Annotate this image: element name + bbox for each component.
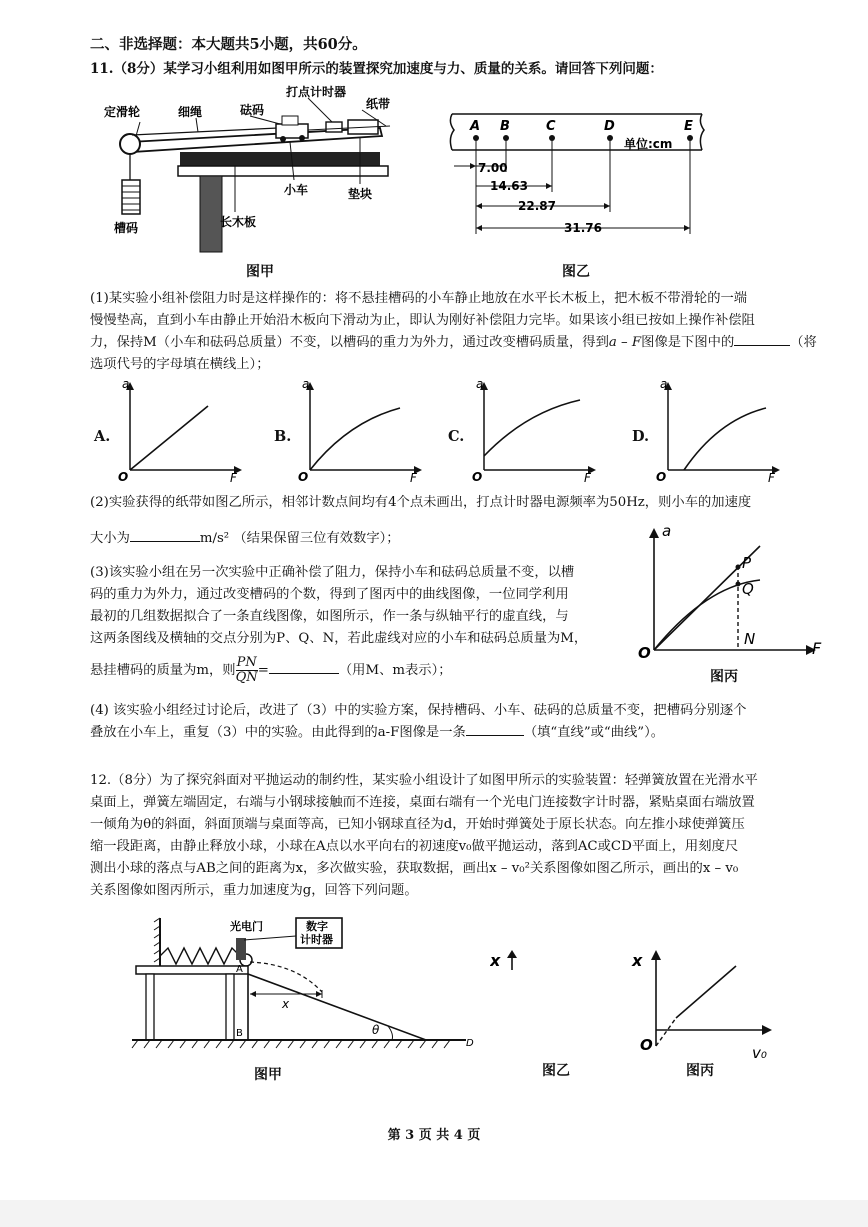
q11-p3-line3: 最初的几组数据拟合了一条直线图像，如图所示，作一条与纵轴平行的虚直线，与 xyxy=(90,609,569,624)
label-rope: 细绳 xyxy=(178,105,203,119)
option-a-axis-f: F xyxy=(230,471,237,482)
q12-figure-bing xyxy=(626,946,786,1062)
q11-p3-line2: 码的重力为外力，通过改变槽码的个数，得到了图丙中的曲线图像，一位同学利用 xyxy=(90,587,569,602)
dim-14-63: 14.63 xyxy=(490,179,528,193)
q11-p1-line3: 力，保持M（小车和砝码总质量）不变，以槽码的重力为外力，通过改变槽码质量，得到a – F图像是下图中的 （将 xyxy=(90,335,817,350)
q12-figure-jia-caption: 图甲 xyxy=(254,1067,282,1083)
option-d-axis-a: a xyxy=(660,378,668,391)
label-cart: 小车 xyxy=(284,183,309,197)
option-c-label: C. xyxy=(448,428,465,445)
q11-p3-line4: 这两条图线及横轴的交点分别为P、Q、N，若此虚线对应的小车和砝码总质量为M， xyxy=(90,631,588,646)
q12-line1: 12.（8分）为了探究斜面对平抛运动的制约性，某实验小组设计了如图甲所示的实验装置：轻弹簧放置在光滑水平 xyxy=(90,773,758,788)
option-b-graph xyxy=(296,378,426,482)
tape-unit: 单位:cm xyxy=(624,137,673,151)
label-timer: 打点计时器 xyxy=(286,85,347,99)
q12-figure-jia xyxy=(126,908,486,1058)
q11-p3-line1: (3)该实验小组在另一次实验中正确补偿了阻力，保持小车和砝码总质量不变，以槽 xyxy=(90,565,575,580)
q11-p1-line2: 慢慢垫高，直到小车由静止开始沿木板向下滑动为止，即认为刚好补偿阻力完毕。如果该小组已按如上操作补偿阻 xyxy=(90,313,755,328)
option-a-axis-a: a xyxy=(122,378,130,391)
q12-line2: 桌面上，弹簧左端固定，右端与小钢球接触而不连接，桌面右端有一个光电门连接数字计时器，紧贴桌面右端放置 xyxy=(90,795,755,810)
bottom-bar xyxy=(0,1200,868,1227)
dim-31-76: 31.76 xyxy=(564,221,602,235)
option-b-axis-a: a xyxy=(302,378,310,391)
tape-point-e: E xyxy=(684,119,693,134)
gate-label: 光电门 xyxy=(230,920,263,933)
tape-point-b: B xyxy=(500,119,510,134)
option-c-axis-f: F xyxy=(584,471,591,482)
bing-point-n: N xyxy=(744,630,756,648)
option-a-origin: O xyxy=(118,470,129,482)
bing-axis-a: a xyxy=(662,522,672,540)
af-label: a – F xyxy=(608,335,642,350)
q11-figure-yi xyxy=(440,108,710,258)
option-d-label: D. xyxy=(632,428,650,445)
tape-point-d: D xyxy=(604,119,615,134)
q12-line4: 缩一段距离，由静止释放小球，小球在A点以水平向右的初速度v₀做平抛运动，落到AC或CD平面上，用刻度尺 xyxy=(90,839,739,854)
q11-p2-line1: (2)实验获得的纸带如图乙所示，相邻计数点间均有4个点未画出，打点计时器电源频率为50Hz，则小车的加速度 xyxy=(90,495,752,510)
option-c-origin: O xyxy=(472,470,483,482)
tape-point-a: A xyxy=(470,119,481,134)
point-b-label: B xyxy=(236,1028,243,1039)
q11-figure-bing xyxy=(636,522,832,662)
q11-figure-jia-caption: 图甲 xyxy=(246,264,274,280)
option-a-graph xyxy=(116,378,246,482)
label-pulley: 定滑轮 xyxy=(104,105,141,119)
option-d-origin: O xyxy=(656,470,667,482)
q12-figure-yi xyxy=(490,946,540,976)
option-b-axis-f: F xyxy=(410,471,417,482)
q11-p1-line1: (1)某实验小组补偿阻力时是这样操作的：将不悬挂槽码的小车静止地放在水平长木板上，把木板不带滑轮的一端 xyxy=(90,291,748,306)
label-tape: 纸带 xyxy=(366,97,391,111)
q12-figure-bing-caption: 图丙 xyxy=(686,1063,714,1079)
q11-p1-answer-blank[interactable] xyxy=(734,345,790,346)
label-weight: 砝码 xyxy=(240,103,265,117)
bing-origin: O xyxy=(638,644,651,662)
page-footer: 第 3 页 共 4 页 xyxy=(387,1128,481,1143)
q11-p4-line2: 叠放在小车上，重复（3）中的实验。由此得到的a-F图像是一条 （填“直线”或“曲线”）。 xyxy=(90,725,665,740)
q11-figure-yi-caption: 图乙 xyxy=(562,264,590,280)
option-d-axis-f: F xyxy=(768,471,775,482)
point-d-label: D xyxy=(466,1038,474,1049)
dim-22-87: 22.87 xyxy=(518,199,556,213)
bing-origin-2: O xyxy=(640,1036,653,1054)
bing-axis-f: F xyxy=(812,639,822,658)
x-dimension-label: x xyxy=(282,997,290,1011)
option-c-axis-a: a xyxy=(476,378,484,391)
q11-p3-line5: 悬挂槽码的质量为m，则 $\frac{PN}{QN}$ = （用M、m表示）； xyxy=(90,655,452,685)
pn-over-qn-fraction: $\frac{PN}{QN}$ xyxy=(235,655,258,685)
timer-label-1: 数字 xyxy=(306,920,328,933)
q12-line5: 测出小球的落点与AB之间的距离为x，多次做实验，获取数据，画出x – v₀²关系图像如图乙所示，画出的x – v₀ xyxy=(90,861,739,876)
option-b-label: B. xyxy=(274,428,292,445)
q11-p2-line2: 大小为 m/s² （结果保留三位有效数字）； xyxy=(90,531,400,546)
q11-p3-answer-blank[interactable] xyxy=(269,673,339,674)
label-block: 垫块 xyxy=(348,187,373,201)
label-hook-weight: 槽码 xyxy=(114,221,139,235)
option-c-graph xyxy=(470,378,600,482)
option-a-label: A. xyxy=(94,428,111,445)
label-board: 长木板 xyxy=(220,215,257,229)
theta-label: θ xyxy=(372,1023,380,1037)
q11-figure-jia xyxy=(90,80,400,260)
yi-axis-x: x xyxy=(490,951,501,970)
q11-p4-answer-blank[interactable] xyxy=(466,735,524,736)
q12-figure-yi-caption: 图乙 xyxy=(542,1063,570,1079)
q11-p4-line1: (4) 该实验小组经过讨论后，改进了（3）中的实验方案，保持槽码、小车、砝码的总质量不变，把槽码分别逐个 xyxy=(90,703,747,718)
bing-axis-v0: v₀ xyxy=(752,1044,767,1062)
q12-line6: 关系图像如图丙所示，重力加速度为g，回答下列问题。 xyxy=(90,883,418,898)
q12-line3: 一倾角为θ的斜面，斜面顶端与桌面等高，已知小钢球直径为d，开始时弹簧处于原长状态。向左推小球使弹簧压 xyxy=(90,817,745,832)
q11-p2-answer-blank[interactable] xyxy=(130,541,200,542)
bing-point-q: Q xyxy=(742,580,754,598)
q11-header: 11.（8分）某学习小组利用如图甲所示的装置探究加速度与力、质量的关系。请回答下列问题： xyxy=(90,61,663,77)
option-d-graph xyxy=(654,378,784,482)
dim-7-00: 7.00 xyxy=(478,161,508,175)
option-b-origin: O xyxy=(298,470,309,482)
bing-point-p: P xyxy=(742,554,752,572)
section-title: 二、非选择题：本大题共5小题，共60分。 xyxy=(90,36,367,53)
tape-point-c: C xyxy=(546,119,556,134)
q11-figure-bing-caption: 图丙 xyxy=(710,669,738,685)
timer-label-2: 计时器 xyxy=(300,933,333,946)
point-a-label: A xyxy=(236,964,243,975)
bing-axis-x: x xyxy=(632,951,643,970)
q11-p1-line4: 选项代号的字母填在横线上）； xyxy=(90,357,270,372)
